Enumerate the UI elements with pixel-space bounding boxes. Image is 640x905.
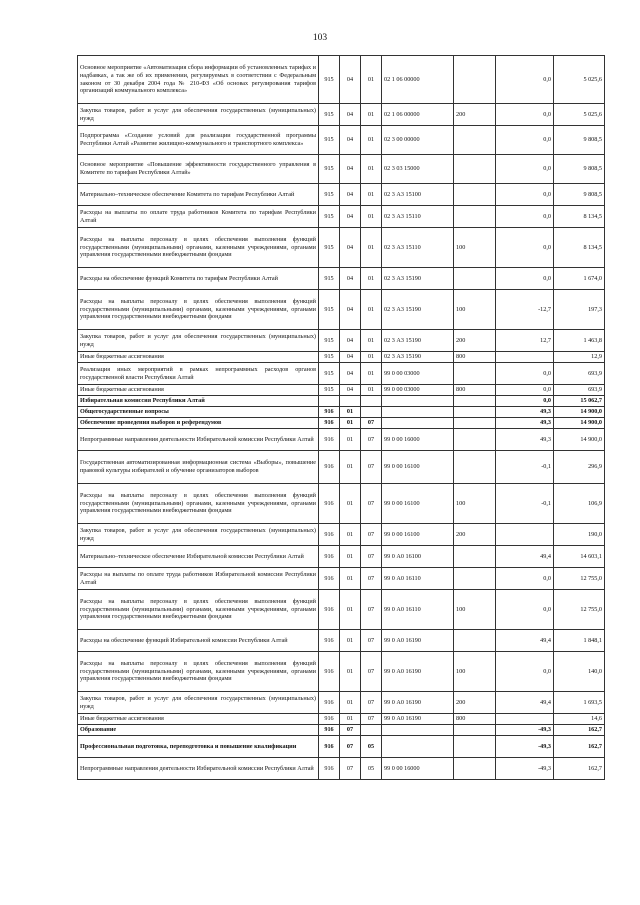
row-change-amount: 0,0 bbox=[496, 104, 554, 126]
row-total-amount: 693,9 bbox=[554, 385, 605, 396]
row-target-article: 02 3 А3 15110 bbox=[382, 206, 454, 228]
row-expense-type: 100 bbox=[454, 228, 496, 268]
row-expense-type: 200 bbox=[454, 330, 496, 352]
row-subsection: 01 bbox=[361, 268, 382, 290]
row-ministry-code: 915 bbox=[319, 228, 340, 268]
row-section: 04 bbox=[340, 290, 361, 330]
row-expense-type: 100 bbox=[454, 652, 496, 692]
row-section: 04 bbox=[340, 126, 361, 155]
row-ministry-code: 915 bbox=[319, 206, 340, 228]
row-change-amount bbox=[496, 524, 554, 546]
row-ministry-code: 915 bbox=[319, 290, 340, 330]
row-subsection: 07 bbox=[361, 568, 382, 590]
row-section: 04 bbox=[340, 385, 361, 396]
row-subsection: 05 bbox=[361, 758, 382, 780]
row-section: 04 bbox=[340, 56, 361, 104]
row-change-amount: 0,0 bbox=[496, 590, 554, 630]
row-change-amount: 49,4 bbox=[496, 692, 554, 714]
row-target-article: 99 0 00 03000 bbox=[382, 385, 454, 396]
row-target-article: 99 0 А0 16110 bbox=[382, 568, 454, 590]
row-section: 04 bbox=[340, 184, 361, 206]
row-name: Расходы на обеспечение функций Избирательной комиссии Республики Алтай bbox=[78, 630, 319, 652]
row-ministry-code: 915 bbox=[319, 363, 340, 385]
row-expense-type bbox=[454, 184, 496, 206]
row-total-amount: 140,0 bbox=[554, 652, 605, 692]
row-total-amount: 162,7 bbox=[554, 736, 605, 758]
row-name: Обеспечение проведения выборов и референдумов bbox=[78, 418, 319, 429]
row-expense-type bbox=[454, 206, 496, 228]
row-name: Профессиональная подготовка, переподготовка и повышение квалификации bbox=[78, 736, 319, 758]
row-section: 01 bbox=[340, 546, 361, 568]
row-ministry-code: 916 bbox=[319, 725, 340, 736]
row-name: Непрограммные направления деятельности Избирательной комиссии Республики Алтай bbox=[78, 429, 319, 451]
row-ministry-code: 916 bbox=[319, 758, 340, 780]
row-total-amount: 14 900,0 bbox=[554, 429, 605, 451]
row-target-article: 02 3 А3 15190 bbox=[382, 352, 454, 363]
table-row bbox=[78, 352, 605, 363]
row-section: 01 bbox=[340, 418, 361, 429]
row-change-amount: 12,7 bbox=[496, 330, 554, 352]
row-subsection: 07 bbox=[361, 418, 382, 429]
row-expense-type: 200 bbox=[454, 692, 496, 714]
table-row bbox=[78, 330, 605, 352]
row-total-amount: 8 134,5 bbox=[554, 228, 605, 268]
table-row bbox=[78, 524, 605, 546]
row-total-amount: 9 808,5 bbox=[554, 155, 605, 184]
row-change-amount: -0,1 bbox=[496, 451, 554, 484]
row-total-amount: 162,7 bbox=[554, 758, 605, 780]
row-expense-type bbox=[454, 451, 496, 484]
row-total-amount: 14 900,0 bbox=[554, 407, 605, 418]
row-expense-type bbox=[454, 568, 496, 590]
row-section: 04 bbox=[340, 206, 361, 228]
row-expense-type: 200 bbox=[454, 104, 496, 126]
row-section bbox=[340, 396, 361, 407]
row-total-amount: 693,9 bbox=[554, 363, 605, 385]
row-subsection: 07 bbox=[361, 429, 382, 451]
row-total-amount: 9 808,5 bbox=[554, 184, 605, 206]
row-change-amount: 0,0 bbox=[496, 363, 554, 385]
row-change-amount: 49,3 bbox=[496, 418, 554, 429]
row-subsection: 01 bbox=[361, 352, 382, 363]
row-section: 01 bbox=[340, 630, 361, 652]
row-target-article: 99 0 00 16100 bbox=[382, 524, 454, 546]
row-ministry-code: 915 bbox=[319, 352, 340, 363]
row-target-article: 02 3 А3 15100 bbox=[382, 184, 454, 206]
row-name: Основное мероприятие «Автоматизация сбора информации об установленных тарифах и надбавках, а так же об их применении, регулируемых в соответствии с Федеральным законом от 30 декабря 2004 года № 210-ФЗ «Об основах регулирования тарифов организаций коммунального комплекса» bbox=[78, 56, 319, 104]
row-section: 04 bbox=[340, 363, 361, 385]
table-row bbox=[78, 630, 605, 652]
row-target-article: 99 0 00 03000 bbox=[382, 363, 454, 385]
row-total-amount: 1 693,5 bbox=[554, 692, 605, 714]
table-row bbox=[78, 652, 605, 692]
row-total-amount: 15 062,7 bbox=[554, 396, 605, 407]
row-expense-type: 800 bbox=[454, 385, 496, 396]
row-name: Материально–техническое обеспечение Избирательной комиссии Республики Алтай bbox=[78, 546, 319, 568]
row-target-article: 99 0 00 16000 bbox=[382, 429, 454, 451]
row-section: 04 bbox=[340, 352, 361, 363]
row-subsection bbox=[361, 725, 382, 736]
row-name: Иные бюджетные ассигнования bbox=[78, 385, 319, 396]
row-subsection: 01 bbox=[361, 155, 382, 184]
row-total-amount: 197,3 bbox=[554, 290, 605, 330]
row-name: Расходы на выплаты персоналу в целях обеспечения выполнения функций государственными (муниципальными) органами, казенными учреждениями, органами управления государственными внебюджетными фондами bbox=[78, 290, 319, 330]
table-row bbox=[78, 184, 605, 206]
row-change-amount: 49,3 bbox=[496, 407, 554, 418]
table-row bbox=[78, 429, 605, 451]
row-ministry-code: 916 bbox=[319, 590, 340, 630]
row-subsection: 07 bbox=[361, 546, 382, 568]
row-change-amount: 0,0 bbox=[496, 385, 554, 396]
row-target-article: 99 0 00 16100 bbox=[382, 451, 454, 484]
table-row bbox=[78, 725, 605, 736]
row-section: 01 bbox=[340, 652, 361, 692]
row-change-amount: 0,0 bbox=[496, 396, 554, 407]
row-ministry-code: 916 bbox=[319, 568, 340, 590]
row-ministry-code: 915 bbox=[319, 104, 340, 126]
row-name: Закупка товаров, работ и услуг для обеспечения государственных (муниципальных) нужд bbox=[78, 330, 319, 352]
row-name: Основное мероприятие «Повышение эффективности государственного управления в Комитете по тарифам Республики Алтай» bbox=[78, 155, 319, 184]
table-row bbox=[78, 228, 605, 268]
row-section: 04 bbox=[340, 104, 361, 126]
row-ministry-code: 915 bbox=[319, 155, 340, 184]
row-subsection: 07 bbox=[361, 652, 382, 692]
row-subsection: 01 bbox=[361, 290, 382, 330]
row-target-article: 02 3 А3 15190 bbox=[382, 290, 454, 330]
row-total-amount: 1 674,0 bbox=[554, 268, 605, 290]
row-section: 04 bbox=[340, 330, 361, 352]
row-ministry-code: 915 bbox=[319, 385, 340, 396]
row-expense-type bbox=[454, 429, 496, 451]
row-total-amount: 5 025,6 bbox=[554, 56, 605, 104]
row-target-article: 02 3 А3 15110 bbox=[382, 228, 454, 268]
row-total-amount: 162,7 bbox=[554, 725, 605, 736]
row-change-amount: 0,0 bbox=[496, 126, 554, 155]
row-subsection: 07 bbox=[361, 484, 382, 524]
row-ministry-code: 916 bbox=[319, 546, 340, 568]
table-row bbox=[78, 385, 605, 396]
row-name: Материально–техническое обеспечение Комитета по тарифам Республики Алтай bbox=[78, 184, 319, 206]
page-number: 103 bbox=[312, 33, 328, 43]
row-target-article: 99 0 А0 16190 bbox=[382, 630, 454, 652]
row-name: Расходы на выплаты персоналу в целях обеспечения выполнения функций государственными (муниципальными) органами, казенными учреждениями, органами управления государственными внебюджетными фондами bbox=[78, 652, 319, 692]
row-change-amount: 49,4 bbox=[496, 546, 554, 568]
row-subsection: 07 bbox=[361, 590, 382, 630]
table-row bbox=[78, 56, 605, 104]
row-target-article: 02 1 06 00000 bbox=[382, 104, 454, 126]
row-change-amount: 49,4 bbox=[496, 630, 554, 652]
row-section: 01 bbox=[340, 524, 361, 546]
row-total-amount: 14 603,1 bbox=[554, 546, 605, 568]
row-expense-type: 200 bbox=[454, 524, 496, 546]
row-target-article bbox=[382, 418, 454, 429]
row-target-article bbox=[382, 407, 454, 418]
row-section: 07 bbox=[340, 758, 361, 780]
row-section: 01 bbox=[340, 568, 361, 590]
row-ministry-code: 916 bbox=[319, 484, 340, 524]
row-target-article bbox=[382, 736, 454, 758]
row-subsection: 05 bbox=[361, 736, 382, 758]
row-total-amount: 1 848,1 bbox=[554, 630, 605, 652]
row-section: 04 bbox=[340, 228, 361, 268]
row-subsection: 07 bbox=[361, 524, 382, 546]
row-section: 01 bbox=[340, 590, 361, 630]
row-name: Иные бюджетные ассигнования bbox=[78, 352, 319, 363]
row-total-amount: 296,9 bbox=[554, 451, 605, 484]
row-expense-type bbox=[454, 155, 496, 184]
row-name: Расходы на выплаты по оплате труда работников Комитета по тарифам Республики Алтай bbox=[78, 206, 319, 228]
row-subsection: 01 bbox=[361, 363, 382, 385]
row-subsection: 01 bbox=[361, 228, 382, 268]
row-section: 01 bbox=[340, 714, 361, 725]
row-target-article: 02 3 А3 15190 bbox=[382, 268, 454, 290]
row-total-amount: 14 900,0 bbox=[554, 418, 605, 429]
row-ministry-code: 915 bbox=[319, 184, 340, 206]
row-change-amount bbox=[496, 714, 554, 725]
row-target-article: 99 0 А0 16190 bbox=[382, 652, 454, 692]
row-target-article: 99 0 00 16000 bbox=[382, 758, 454, 780]
row-section: 01 bbox=[340, 407, 361, 418]
row-name: Расходы на выплаты по оплате труда работников Избирательной комиссии Республики Алтай bbox=[78, 568, 319, 590]
table-row bbox=[78, 418, 605, 429]
row-expense-type: 100 bbox=[454, 290, 496, 330]
row-expense-type: 100 bbox=[454, 484, 496, 524]
table-row bbox=[78, 714, 605, 725]
row-section: 07 bbox=[340, 736, 361, 758]
row-section: 04 bbox=[340, 268, 361, 290]
row-name: Расходы на выплаты персоналу в целях обеспечения выполнения функций государственными (муниципальными) органами, казенными учреждениями, органами управления государственными внебюджетными фондами bbox=[78, 590, 319, 630]
row-ministry-code: 915 bbox=[319, 330, 340, 352]
table-row bbox=[78, 363, 605, 385]
row-subsection: 01 bbox=[361, 104, 382, 126]
row-change-amount: 0,0 bbox=[496, 155, 554, 184]
table-row bbox=[78, 268, 605, 290]
row-subsection: 01 bbox=[361, 330, 382, 352]
table-row bbox=[78, 290, 605, 330]
row-expense-type bbox=[454, 418, 496, 429]
table-row bbox=[78, 590, 605, 630]
row-section: 01 bbox=[340, 692, 361, 714]
row-expense-type bbox=[454, 758, 496, 780]
row-name: Непрограммные направления деятельности Избирательной комиссии Республики Алтай bbox=[78, 758, 319, 780]
row-total-amount: 12 755,0 bbox=[554, 568, 605, 590]
row-change-amount: -0,1 bbox=[496, 484, 554, 524]
row-expense-type bbox=[454, 56, 496, 104]
row-ministry-code: 916 bbox=[319, 429, 340, 451]
row-name: Расходы на обеспечение функций Комитета по тарифам Республики Алтай bbox=[78, 268, 319, 290]
row-ministry-code: 916 bbox=[319, 524, 340, 546]
row-target-article: 02 3 00 00000 bbox=[382, 126, 454, 155]
table-row bbox=[78, 407, 605, 418]
row-name: Расходы на выплаты персоналу в целях обеспечения выполнения функций государственными (муниципальными) органами, казенными учреждениями, органами управления государственными внебюджетными фондами bbox=[78, 228, 319, 268]
row-name: Расходы на выплаты персоналу в целях обеспечения выполнения функций государственными (муниципальными) органами, казенными учреждениями, органами управления государственными внебюджетными фондами bbox=[78, 484, 319, 524]
table-row bbox=[78, 758, 605, 780]
row-expense-type bbox=[454, 630, 496, 652]
row-ministry-code: 915 bbox=[319, 126, 340, 155]
row-ministry-code: 916 bbox=[319, 407, 340, 418]
row-ministry-code: 916 bbox=[319, 692, 340, 714]
row-target-article bbox=[382, 725, 454, 736]
table-row bbox=[78, 451, 605, 484]
table-row bbox=[78, 104, 605, 126]
row-expense-type: 800 bbox=[454, 714, 496, 725]
row-target-article: 02 3 03 15000 bbox=[382, 155, 454, 184]
row-section: 07 bbox=[340, 725, 361, 736]
row-change-amount: -49,3 bbox=[496, 758, 554, 780]
row-total-amount: 8 134,5 bbox=[554, 206, 605, 228]
row-target-article bbox=[382, 396, 454, 407]
row-name: Закупка товаров, работ и услуг для обеспечения государственных (муниципальных) нужд bbox=[78, 104, 319, 126]
row-name: Закупка товаров, работ и услуг для обеспечения государственных (муниципальных) нужд bbox=[78, 524, 319, 546]
row-change-amount: 49,3 bbox=[496, 429, 554, 451]
row-section: 01 bbox=[340, 484, 361, 524]
budget-table-body bbox=[78, 56, 605, 780]
row-expense-type bbox=[454, 546, 496, 568]
row-target-article: 99 0 А0 16100 bbox=[382, 546, 454, 568]
row-subsection: 07 bbox=[361, 630, 382, 652]
row-subsection: 07 bbox=[361, 714, 382, 725]
row-name: Общегосударственные вопросы bbox=[78, 407, 319, 418]
row-subsection bbox=[361, 407, 382, 418]
row-change-amount: -12,7 bbox=[496, 290, 554, 330]
row-ministry-code bbox=[319, 396, 340, 407]
row-name: Иные бюджетные ассигнования bbox=[78, 714, 319, 725]
row-target-article: 99 0 А0 16110 bbox=[382, 590, 454, 630]
row-change-amount: 0,0 bbox=[496, 56, 554, 104]
row-change-amount: -49,3 bbox=[496, 725, 554, 736]
row-subsection: 01 bbox=[361, 56, 382, 104]
row-change-amount: 0,0 bbox=[496, 268, 554, 290]
row-total-amount: 1 463,8 bbox=[554, 330, 605, 352]
row-ministry-code: 916 bbox=[319, 736, 340, 758]
table-row bbox=[78, 206, 605, 228]
row-name: Реализация иных мероприятий в рамках непрограммных расходов органов государственной власти Республики Алтай bbox=[78, 363, 319, 385]
row-expense-type bbox=[454, 396, 496, 407]
row-expense-type bbox=[454, 363, 496, 385]
row-subsection: 07 bbox=[361, 692, 382, 714]
row-subsection: 07 bbox=[361, 451, 382, 484]
row-target-article: 99 0 А0 16190 bbox=[382, 714, 454, 725]
row-total-amount: 12 755,0 bbox=[554, 590, 605, 630]
row-expense-type: 100 bbox=[454, 590, 496, 630]
table-row bbox=[78, 568, 605, 590]
row-name: Образование bbox=[78, 725, 319, 736]
row-change-amount bbox=[496, 352, 554, 363]
row-total-amount: 106,9 bbox=[554, 484, 605, 524]
row-ministry-code: 915 bbox=[319, 268, 340, 290]
table-row bbox=[78, 396, 605, 407]
row-change-amount: -49,3 bbox=[496, 736, 554, 758]
row-total-amount: 9 808,5 bbox=[554, 126, 605, 155]
row-total-amount: 14,6 bbox=[554, 714, 605, 725]
row-target-article: 02 3 А3 15190 bbox=[382, 330, 454, 352]
row-section: 01 bbox=[340, 429, 361, 451]
row-ministry-code: 916 bbox=[319, 714, 340, 725]
row-expense-type bbox=[454, 268, 496, 290]
row-change-amount: 0,0 bbox=[496, 228, 554, 268]
budget-table bbox=[77, 55, 605, 780]
row-expense-type: 800 bbox=[454, 352, 496, 363]
row-subsection: 01 bbox=[361, 184, 382, 206]
row-expense-type bbox=[454, 736, 496, 758]
row-name: Закупка товаров, работ и услуг для обеспечения государственных (муниципальных) нужд bbox=[78, 692, 319, 714]
row-expense-type bbox=[454, 725, 496, 736]
row-change-amount: 0,0 bbox=[496, 652, 554, 692]
row-ministry-code: 916 bbox=[319, 652, 340, 692]
row-subsection bbox=[361, 396, 382, 407]
row-subsection: 01 bbox=[361, 385, 382, 396]
row-change-amount: 0,0 bbox=[496, 184, 554, 206]
row-target-article: 99 0 00 16100 bbox=[382, 484, 454, 524]
row-section: 01 bbox=[340, 451, 361, 484]
row-subsection: 01 bbox=[361, 126, 382, 155]
row-expense-type bbox=[454, 407, 496, 418]
table-row bbox=[78, 736, 605, 758]
table-row bbox=[78, 546, 605, 568]
row-change-amount: 0,0 bbox=[496, 206, 554, 228]
row-ministry-code: 916 bbox=[319, 418, 340, 429]
row-expense-type bbox=[454, 126, 496, 155]
row-target-article: 02 1 06 00000 bbox=[382, 56, 454, 104]
table-row bbox=[78, 155, 605, 184]
row-ministry-code: 916 bbox=[319, 451, 340, 484]
row-total-amount: 12,9 bbox=[554, 352, 605, 363]
row-total-amount: 5 025,6 bbox=[554, 104, 605, 126]
row-target-article: 99 0 А0 16190 bbox=[382, 692, 454, 714]
row-name: Подпрограмма «Создание условий для реализации государственной программы Республики Алтай «Развитие жилищно-коммунального и транспортного комплекса» bbox=[78, 126, 319, 155]
row-section: 04 bbox=[340, 155, 361, 184]
row-change-amount: 0,0 bbox=[496, 568, 554, 590]
table-row bbox=[78, 692, 605, 714]
row-subsection: 01 bbox=[361, 206, 382, 228]
table-row bbox=[78, 484, 605, 524]
row-name: Государственная автоматизированная информационная система «Выборы», повышение правовой культуры избирателей и обучение организаторов выборов bbox=[78, 451, 319, 484]
table-row bbox=[78, 126, 605, 155]
row-ministry-code: 915 bbox=[319, 56, 340, 104]
row-name: Избирательная комиссия Республики Алтай bbox=[78, 396, 319, 407]
row-total-amount: 190,0 bbox=[554, 524, 605, 546]
row-ministry-code: 916 bbox=[319, 630, 340, 652]
